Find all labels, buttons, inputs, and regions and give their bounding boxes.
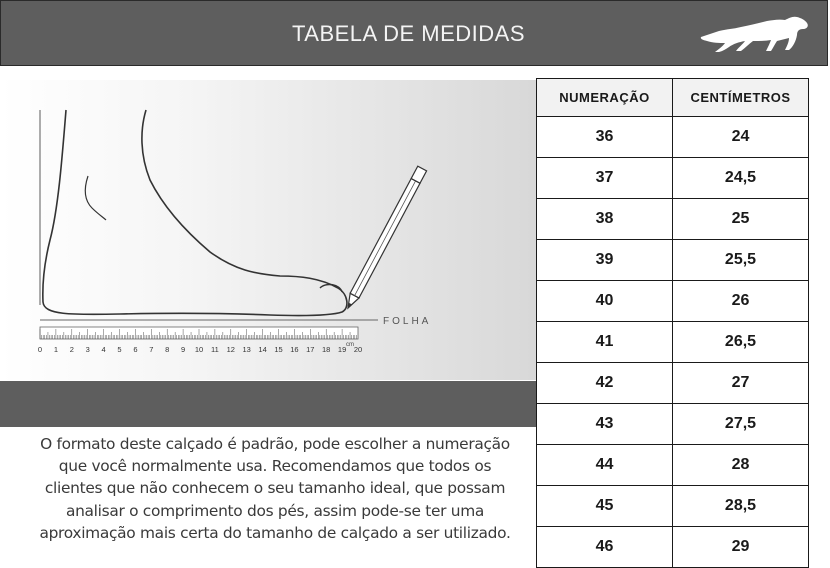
table-row xyxy=(537,158,809,199)
ruler-label: 10 xyxy=(194,345,204,354)
ruler-label: 7 xyxy=(149,345,154,354)
size-table xyxy=(536,78,809,568)
size-cell: 36 xyxy=(537,117,673,158)
ruler-label: 13 xyxy=(242,345,251,354)
column-header-numeracao: NUMERAÇÃO xyxy=(537,79,673,117)
table-row xyxy=(537,445,809,486)
ruler-unit: cm xyxy=(346,342,354,348)
size-cell: 45 xyxy=(537,486,673,527)
ruler-label: 20 xyxy=(353,345,363,354)
table-header-row xyxy=(537,79,809,117)
cm-cell: 27 xyxy=(673,363,809,404)
cm-cell: 28,5 xyxy=(673,486,809,527)
size-cell: 41 xyxy=(537,322,673,363)
size-cell: 44 xyxy=(537,445,673,486)
cm-cell: 24 xyxy=(673,117,809,158)
table-row xyxy=(537,527,809,568)
ruler-label: 4 xyxy=(101,345,106,354)
cm-cell: 29 xyxy=(673,527,809,568)
cm-cell: 27,5 xyxy=(673,404,809,445)
table-row xyxy=(537,281,809,322)
separator-bar xyxy=(0,381,536,427)
column-header-centimetros: CENTÍMETROS xyxy=(673,79,809,117)
size-cell: 38 xyxy=(537,199,673,240)
note-line: que você normalmente usa. Recomendamos que todos os xyxy=(58,457,492,476)
ruler-label: 14 xyxy=(258,345,267,354)
size-cell: 43 xyxy=(537,404,673,445)
cm-cell: 28 xyxy=(673,445,809,486)
cm-cell: 25 xyxy=(673,199,809,240)
paper-label: FOLHA xyxy=(383,316,432,327)
note-line: aproximação mais certa do tamanho de calçado a ser utilizado. xyxy=(39,523,511,542)
table-row xyxy=(537,240,809,281)
page-title: TABELA DE MEDIDAS xyxy=(291,21,526,46)
ruler-label: 3 xyxy=(85,345,90,354)
table-row xyxy=(537,404,809,445)
ruler-label: 1 xyxy=(53,345,58,354)
ruler-label: 11 xyxy=(211,345,219,354)
ruler-label: 18 xyxy=(322,345,331,354)
ruler-label: 0 xyxy=(37,345,43,354)
header-bar xyxy=(0,0,828,66)
pencil-icon xyxy=(344,166,427,310)
ankle-detail xyxy=(85,176,106,220)
ruler-label: 17 xyxy=(306,345,315,354)
table-row xyxy=(537,322,809,363)
ruler-label: 16 xyxy=(290,345,299,354)
ruler-label: 6 xyxy=(133,345,138,354)
ruler-label: 15 xyxy=(274,345,283,354)
size-note xyxy=(20,433,530,544)
cm-cell: 25,5 xyxy=(673,240,809,281)
panther-icon xyxy=(693,11,811,55)
size-cell: 46 xyxy=(537,527,673,568)
table-row xyxy=(537,117,809,158)
table-row xyxy=(537,486,809,527)
ruler-labels xyxy=(38,345,362,354)
note-line: O formato deste calçado é padrão, pode escolher a numeração xyxy=(40,435,510,453)
ruler-label: 19 xyxy=(337,345,347,354)
cm-cell: 24,5 xyxy=(673,158,809,199)
ruler-label: 2 xyxy=(69,345,74,354)
note-line: clientes que não conhecem o seu tamanho ideal, que possam xyxy=(44,479,506,498)
table-row xyxy=(537,199,809,240)
ruler-label: 9 xyxy=(181,345,186,354)
table-row xyxy=(537,363,809,404)
size-cell: 40 xyxy=(537,281,673,322)
ruler-label: 5 xyxy=(117,345,122,354)
ruler-label: 12 xyxy=(226,345,235,354)
foot-measurement-illustration xyxy=(0,80,536,380)
size-cell: 37 xyxy=(537,158,673,199)
cm-cell: 26 xyxy=(673,281,809,322)
size-cell: 39 xyxy=(537,240,673,281)
cm-cell: 26,5 xyxy=(673,322,809,363)
foot-outline xyxy=(43,110,347,316)
ruler-label: 8 xyxy=(165,345,170,354)
size-cell: 42 xyxy=(537,363,673,404)
note-line: analisar o comprimento dos pés, assim pode-se ter uma xyxy=(65,501,485,520)
